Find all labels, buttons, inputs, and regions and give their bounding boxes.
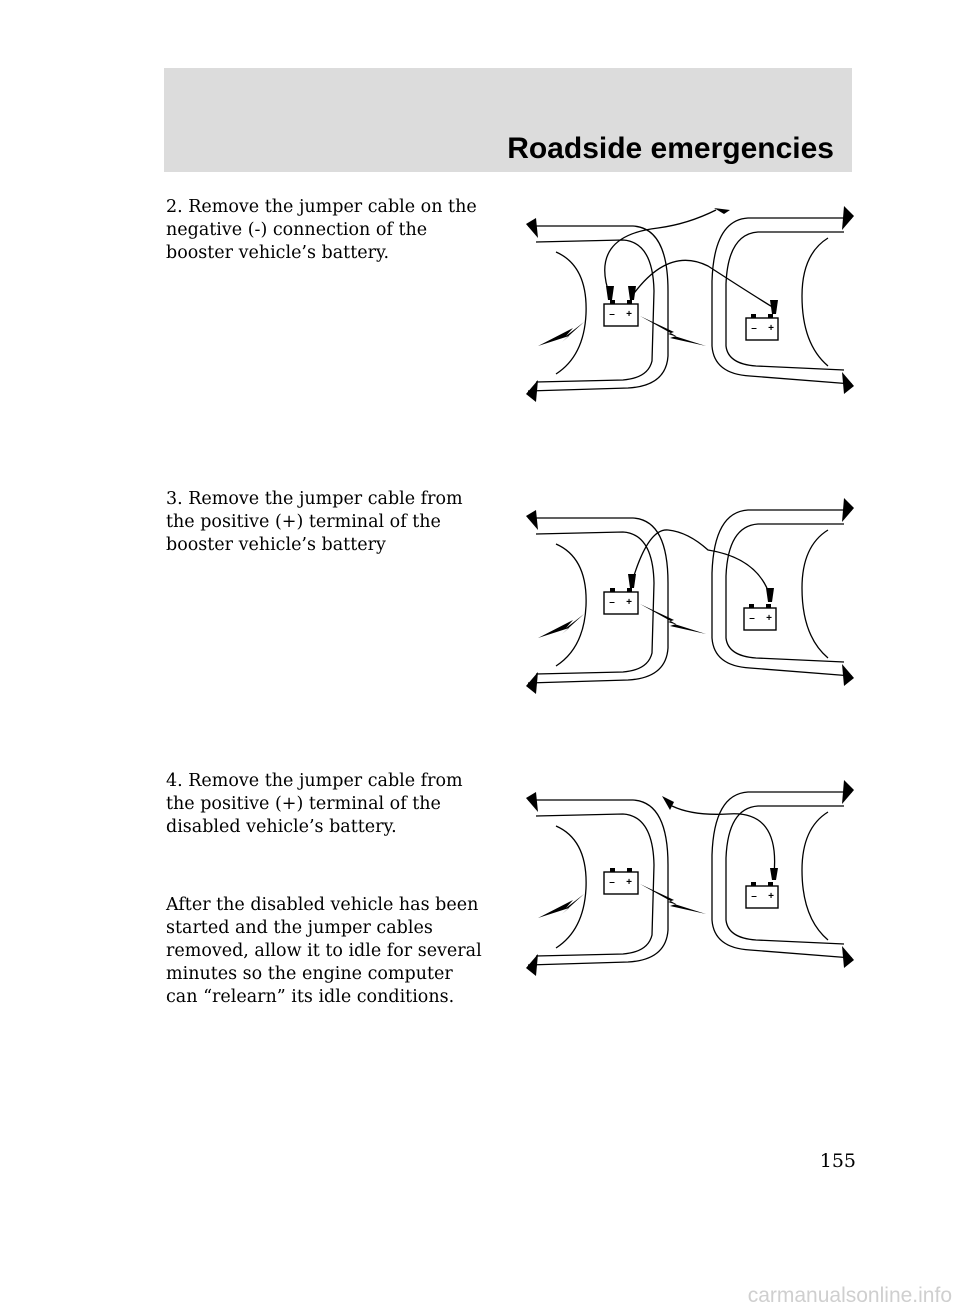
svg-text:+: + — [626, 877, 632, 888]
step-4-text: 4. Remove the jumper cable from the positive (+) terminal of the disabled vehicle’s battery. — [166, 771, 463, 837]
jumper-cable — [672, 806, 775, 874]
battery-plus-label: + — [626, 309, 632, 320]
watermark: carmanualsonline.info — [747, 1284, 952, 1307]
jumper-diagram-step-2 — [518, 196, 862, 416]
section-header — [164, 68, 852, 172]
svg-text:+: + — [768, 891, 774, 902]
booster-battery-icon — [604, 868, 638, 894]
disabled-battery-icon — [744, 604, 776, 630]
svg-text:+: + — [766, 613, 772, 624]
battery-minus-label: – — [609, 309, 615, 320]
svg-text:–: – — [609, 597, 615, 608]
disabled-battery-icon — [746, 882, 778, 908]
step-3-text: 3. Remove the jumper cable from the positive (+) terminal of the booster vehicle’s battery — [166, 489, 463, 555]
step-2-text: 2. Remove the jumper cable on the negative (-) connection of the booster vehicle’s battery. — [166, 197, 477, 263]
booster-battery-icon — [604, 300, 638, 326]
jumper-diagram-step-3 — [518, 488, 862, 708]
section-title: Roadside emergencies — [507, 132, 834, 165]
jumper-diagram-step-4 — [518, 770, 862, 990]
svg-text:–: – — [749, 613, 755, 624]
jumper-cable — [632, 530, 770, 596]
page-number: 155 — [819, 1150, 856, 1172]
disabled-battery-icon — [746, 314, 778, 340]
svg-text:–: – — [609, 877, 615, 888]
svg-text:+: + — [626, 597, 632, 608]
svg-text:+: + — [768, 323, 774, 334]
svg-text:–: – — [751, 323, 757, 334]
svg-text:–: – — [751, 891, 757, 902]
left-car-body — [528, 226, 668, 391]
booster-battery-icon — [604, 588, 638, 614]
idle-note-text: After the disabled vehicle has been started and the jumper cables removed, allow it to idle for several minutes so the engine computer can “relearn” its idle conditions. — [166, 895, 482, 1007]
